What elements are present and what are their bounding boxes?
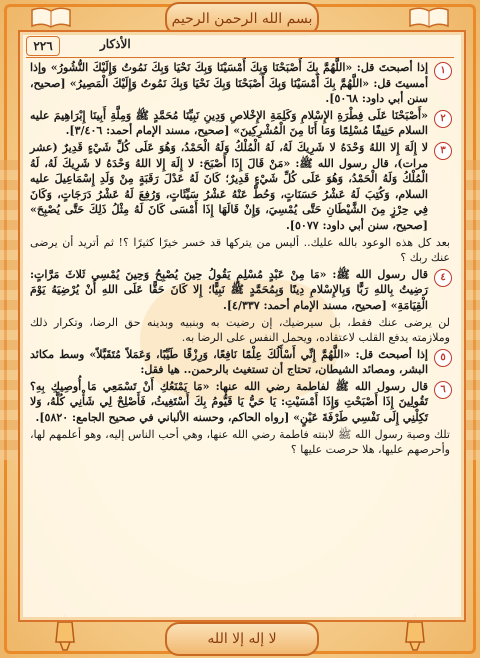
entry-number: ٣ <box>434 142 452 160</box>
entry-text: قال رسول الله ﷺ لفاطمة رضي الله عنها: «مَا يَمْنَعُكِ أَنْ تَسْمَعِي مَا أُوصِيكِ بِهِ؟ تَقُولِينَ إِذَا أَصْبَحْتِ وَإِذَا أَمْسَيْتِ: يَا حَيُّ يَا قَيُّومُ بِكَ أَسْتَغِيثُ، فَأَصْلِحْ لِي شَأْنِي كُلَّهُ، وَلا تَكِلْنِي إِلَى نَفْسِي طَرْفَةَ عَيْنٍ» [رواه الحاكم، وحسنه الألباني في صحيح الجامع: ٥٨٢٠]. <box>30 379 428 425</box>
dhikr-entry <box>30 379 450 426</box>
commentary-paragraph: لن يرضى عنك فقط، بل سيرضيك، إن رضيت به وبنبيه وبدينه حق الرضا، وتكرار ذلك وملازمته يدفع القلب لاعتقاده، ويحمل النفس على الرضا به. <box>30 315 450 345</box>
open-book-icon <box>408 6 450 28</box>
entry-number: ١ <box>434 62 452 80</box>
dhikr-entry <box>30 267 450 314</box>
entry-number: ٢ <box>434 110 452 128</box>
entry-text: قال رسول الله ﷺ: «مَا مِنْ عَبْدٍ مُسْلِمٍ يَقُولُ حِينَ يُصْبِحُ وَحِينَ يُمْسِي ثَلاثَ مَرَّاتٍ: رَضِيتُ بِاللهِ رَبًّا وَبِالإِسْلامِ دِينًا وَبِمُحَمَّدٍ ﷺ نَبِيًّا؛ إِلا كَانَ حَقًّا عَلَى اللهِ أَنْ يُرْضِيَهُ يَوْمَ الْقِيَامَةِ» [صحيح، مسند الإمام أحمد: ٤/٣٣٧]. <box>30 267 428 312</box>
page-content <box>30 60 450 459</box>
entry-text: إذا أصبحتَ قل: «اللَّهُمَّ بِكَ أَصْبَحْنَا وَبِكَ أَمْسَيْنَا وَبِكَ نَحْيَا وَبِكَ نَمُوتُ وَإِلَيْكَ النُّشُورُ» وإذا أمسيتَ قل: «اللَّهُمَّ بِكَ أَمْسَيْنَا وَبِكَ أَصْبَحْنَا وَبِكَ نَحْيَا وَبِكَ نَمُوتُ وَإِلَيْكَ الْمَصِيرُ» [صحيح، سنن أبي داود: ٥٠٦٨]. <box>30 61 428 106</box>
commentary-paragraph: تلك وصية رسول الله ﷺ لابنته فاطمة رضي الله عنها، وهي أحب الناس إليه، وهو أعلمهم لها، وأحرصهم عليها، هلا حرصت عليها ؟ <box>30 427 450 457</box>
entry-text: لا إِلَهَ إِلا اللهُ وَحْدَهُ لا شَرِيكَ لَهُ، لَهُ الْمُلْكُ وَلَهُ الْحَمْدُ، وَهُوَ عَلَى كُلِّ شَيْءٍ قَدِيرٌ (عشر مرات)، قال رسول الله ﷺ: «مَنْ قَالَ إِذَا أَصْبَحَ: لا إِلَهَ إِلا اللهُ وَحْدَهُ لا شَرِيكَ لَهُ، لَهُ الْمُلْكُ وَلَهُ الْحَمْدُ، وَهُوَ عَلَى كُلِّ شَيْءٍ قَدِيرٌ؛ كَانَ لَهُ عَدْلَ رَقَبَةٍ مِنْ وَلَدِ إِسْمَاعِيلَ عليه السلام، وَكُتِبَ لَهُ عَشْرُ حَسَنَاتٍ، وَحُطَّ عَنْهُ عَشْرُ سَيِّئَاتٍ، وَرُفِعَ لَهُ عَشْرُ دَرَجَاتٍ، وَكَانَ فِي حِرْزٍ مِنَ الشَّيْطَانِ حَتَّى يُمْسِيَ، وَإِنْ قَالَهَا إِذَا أَمْسَى كَانَ لَهُ مِثْلُ ذَلِكَ حَتَّى يُصْبِحَ» [صحيح، سنن أبي داود: ٥٠٧٧]. <box>30 140 428 232</box>
entry-number: ٤ <box>434 269 452 287</box>
open-book-icon <box>30 6 72 28</box>
section-title: الأذكار <box>100 37 131 51</box>
commentary-paragraph: بعد كل هذه الوعود بالله عليك.. أليس من يتركها قد خسر خيرًا كثيرًا ؟! ثم أتريد أن يرضى عنك ربك ؟ <box>30 235 450 265</box>
dhikr-entry <box>30 140 450 234</box>
entry-text: «أَصْبَحْنَا عَلَى فِطْرَةِ الإِسْلامِ وَكَلِمَةِ الإِخْلاصِ وَدِينِ نَبِيِّنَا مُحَمَّدٍ ﷺ وَمِلَّةِ أَبِينَا إِبْرَاهِيمَ عليه السلام حَنِيفًا مُسْلِمًا وَمَا أَنَا مِنَ الْمُشْرِكِينَ» [صحيح، مسند الإمام أحمد: ٣/٤٠٦]. <box>30 108 428 138</box>
dhikr-entry <box>30 347 450 378</box>
footer-calligraphy: لا إله إلا الله <box>165 622 319 656</box>
left-ornament <box>0 160 18 460</box>
dhikr-entry <box>30 60 450 107</box>
entry-number: ٦ <box>434 381 452 399</box>
entry-text: إذا أصبحتَ قل: «اللَّهُمَّ إِنِّي أَسْأَلُكَ عِلْمًا نَافِعًا، وَرِزْقًا طَيِّبًا، وَعَمَلاً مُتَقَبَّلاً» وسط مكائد البشر، ومصائد الشيطان، تحتاج أن تستغيث بالرحمن.. هيا فقل: <box>30 347 428 377</box>
basmala-header: بسم الله الرحمن الرحيم <box>165 2 319 36</box>
header-divider <box>26 57 454 58</box>
page-number: ٢٢٦ <box>26 36 60 56</box>
dhikr-entry <box>30 108 450 139</box>
entry-number: ٥ <box>434 349 452 367</box>
